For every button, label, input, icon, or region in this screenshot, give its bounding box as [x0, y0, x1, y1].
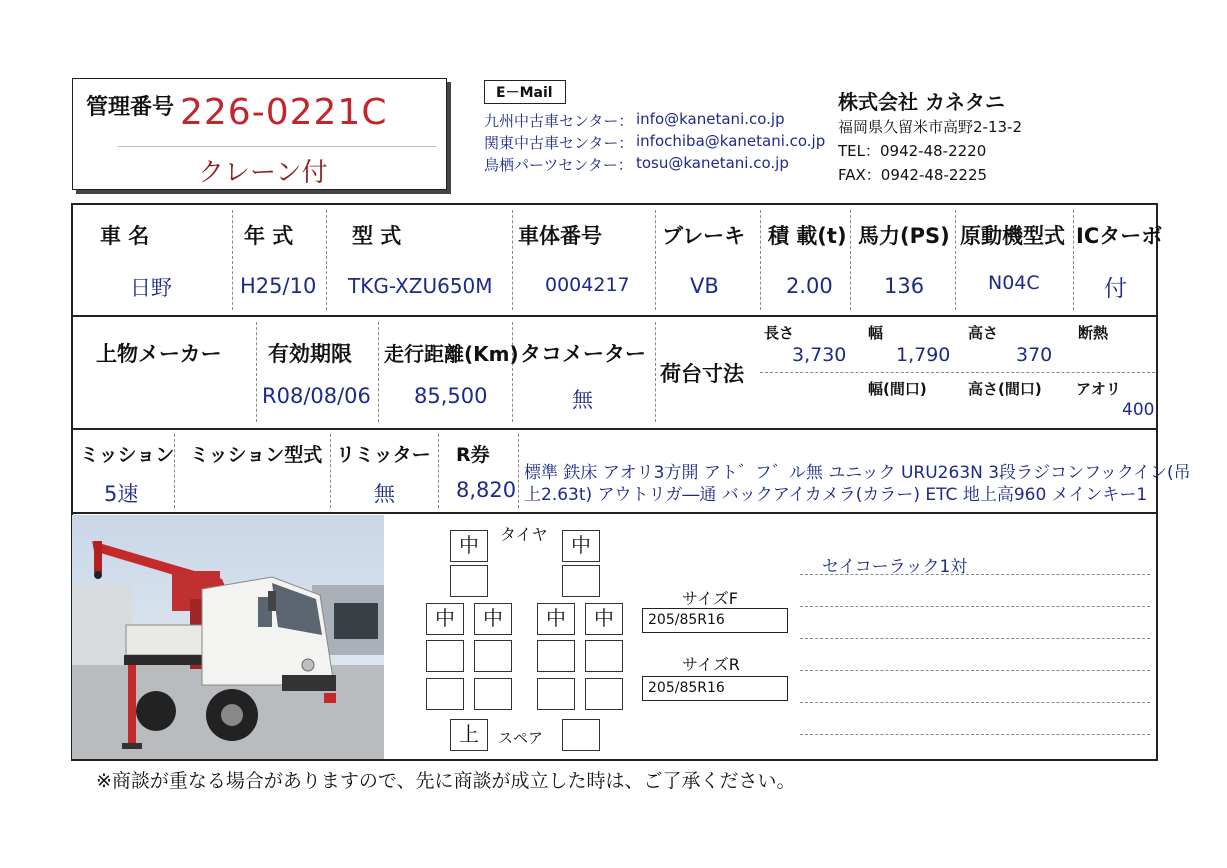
hdr-turbo: ICターボ	[1076, 224, 1163, 248]
aori-label: アオリ	[1076, 380, 1121, 398]
tire-rear-4: 中	[585, 603, 623, 635]
contact-3-name: 鳥栖パーツセンター：	[484, 156, 633, 174]
tire-front-left: 中	[450, 530, 488, 562]
tire-front-left-empty	[450, 565, 488, 597]
cargo-dash-line	[760, 372, 1155, 373]
company-address: 福岡県久留米市高野2-13-2	[838, 118, 1022, 136]
size-f-label: サイズF	[682, 589, 738, 608]
contact-2-name: 関東中古車センター：	[484, 134, 634, 152]
remark-line-3	[800, 638, 1150, 639]
remark-line-5	[800, 702, 1150, 703]
tacho-label: タコメーター	[520, 342, 646, 366]
val-year: H25/10	[240, 274, 317, 298]
tire-rear-2: 中	[474, 603, 512, 635]
rken-label: R券	[456, 444, 490, 466]
contact-1-name: 九州中古車センター：	[484, 112, 634, 130]
r1-sep-5	[760, 210, 761, 310]
expiry-label: 有効期限	[268, 342, 352, 366]
tire-spare: 上	[450, 719, 488, 751]
remark-line-1	[800, 574, 1150, 575]
size-f-value: 205/85R16	[648, 612, 725, 628]
notes-line-1: 標準 鉄床 アオリ3方開 アト゛フ゛ル無 ユニック URU263N 3段ラジコンフックイン(吊	[524, 463, 1191, 483]
tacho-value: 無	[572, 388, 593, 412]
r3-sep-3	[438, 434, 439, 508]
company-tel: TEL：0942-48-2220	[838, 142, 987, 160]
tire-spare-empty	[562, 719, 600, 751]
val-car-name: 日野	[130, 276, 172, 300]
row3-bottom-line	[71, 512, 1158, 514]
width-open-label: 幅(間口)	[868, 380, 927, 398]
tire-title: タイヤ	[500, 525, 548, 544]
r2-sep-4	[655, 322, 656, 422]
val-chassis: 0004217	[545, 274, 630, 296]
height-value: 370	[1016, 344, 1053, 366]
width-value: 1,790	[896, 344, 951, 366]
limiter-label: リミッター	[336, 444, 431, 466]
email-badge-label: E－Mail	[496, 85, 553, 101]
tire-rear-empty-2	[474, 640, 512, 672]
hdr-chassis: 車体番号	[518, 224, 602, 248]
r2-sep-3	[512, 322, 513, 422]
insul-label: 断熱	[1078, 324, 1109, 342]
tire-front-right-empty	[562, 565, 600, 597]
size-r-label: サイズR	[682, 655, 740, 674]
r3-sep-2	[330, 434, 331, 508]
height-open-label: 高さ(間口)	[968, 380, 1042, 398]
tire-rear-empty-1	[426, 640, 464, 672]
mission-label: ミッション	[80, 444, 175, 466]
tire-front-right: 中	[562, 530, 600, 562]
truck-photo	[72, 515, 384, 759]
r1-sep-3	[512, 210, 513, 310]
mgmt-divider	[118, 146, 436, 147]
mission-type-label: ミッション型式	[190, 444, 323, 466]
r1-sep-4	[655, 210, 656, 310]
width-label: 幅	[868, 324, 884, 342]
tire-rear-empty-8	[585, 678, 623, 710]
tire-rear-empty-7	[537, 678, 575, 710]
notes-line-2: 上2.63t) アウトリガ―通 バックアイカメラ(カラー) ETC 地上高960 メインキー1	[524, 485, 1148, 505]
contact-3-email[interactable]: tosu@kanetani.co.jp	[636, 154, 789, 172]
row2-bottom-line	[71, 428, 1158, 430]
val-power: 136	[884, 274, 925, 298]
length-value: 3,730	[792, 344, 847, 366]
hdr-model: 型 式	[352, 224, 402, 248]
mgmt-label: 管理番号	[86, 95, 175, 120]
hdr-year: 年 式	[244, 224, 294, 248]
company-fax: FAX：0942-48-2225	[838, 166, 988, 184]
contact-2-email[interactable]: infochiba@kanetani.co.jp	[636, 132, 826, 150]
r2-sep-1	[256, 322, 257, 422]
val-engine: N04C	[988, 272, 1040, 294]
val-load: 2.00	[786, 274, 833, 298]
expiry-value: R08/08/06	[262, 384, 371, 408]
val-turbo: 付	[1104, 276, 1127, 302]
val-model: TKG-XZU650M	[348, 274, 493, 298]
rken-value: 8,820	[456, 478, 517, 502]
remark-line-4	[800, 670, 1150, 671]
val-brake: VB	[690, 274, 719, 298]
hdr-power: 馬力(PS)	[858, 224, 950, 248]
r1-sep-8	[1073, 210, 1074, 310]
r3-sep-4	[518, 434, 519, 508]
remark-text: セイコーラック1対	[822, 557, 968, 577]
r1-sep-7	[955, 210, 956, 310]
tire-rear-empty-5	[426, 678, 464, 710]
aori-value: 400	[1122, 400, 1155, 420]
remark-line-6	[800, 734, 1150, 735]
contact-1-email[interactable]: info@kanetani.co.jp	[636, 110, 785, 128]
spare-label: スペア	[498, 729, 544, 747]
tire-rear-empty-4	[585, 640, 623, 672]
mileage-value: 85,500	[414, 384, 488, 408]
r1-sep-2	[326, 210, 327, 310]
r1-sep-6	[850, 210, 851, 310]
tire-rear-empty-3	[537, 640, 575, 672]
hdr-load: 積 載(t)	[768, 224, 847, 248]
company-name: 株式会社 カネタニ	[838, 90, 1005, 114]
limiter-value: 無	[374, 482, 395, 506]
hdr-car-name: 車 名	[100, 224, 150, 248]
row1-bottom-line	[71, 315, 1158, 317]
size-r-value: 205/85R16	[648, 680, 725, 696]
mission-value: 5速	[104, 482, 139, 506]
footer-note: ※商談が重なる場合がありますので、先に商談が成立した時は、ご了承ください。	[96, 770, 796, 792]
r1-sep-1	[232, 210, 233, 310]
length-label: 長さ	[764, 324, 795, 342]
tire-rear-1: 中	[426, 603, 464, 635]
remark-line-2	[800, 606, 1150, 607]
tire-rear-3: 中	[537, 603, 575, 635]
mileage-label: 走行距離(Km)	[384, 342, 519, 366]
body-maker-label: 上物メーカー	[96, 342, 222, 366]
tire-rear-empty-6	[474, 678, 512, 710]
r2-sep-2	[378, 322, 379, 422]
hdr-brake: ブレーキ	[662, 224, 746, 248]
cargo-label: 荷台寸法	[660, 362, 744, 386]
subtitle: クレーン付	[198, 158, 328, 188]
mgmt-number: 226-0221C	[180, 92, 388, 133]
hdr-engine: 原動機型式	[960, 224, 1065, 248]
height-label: 高さ	[968, 324, 999, 342]
